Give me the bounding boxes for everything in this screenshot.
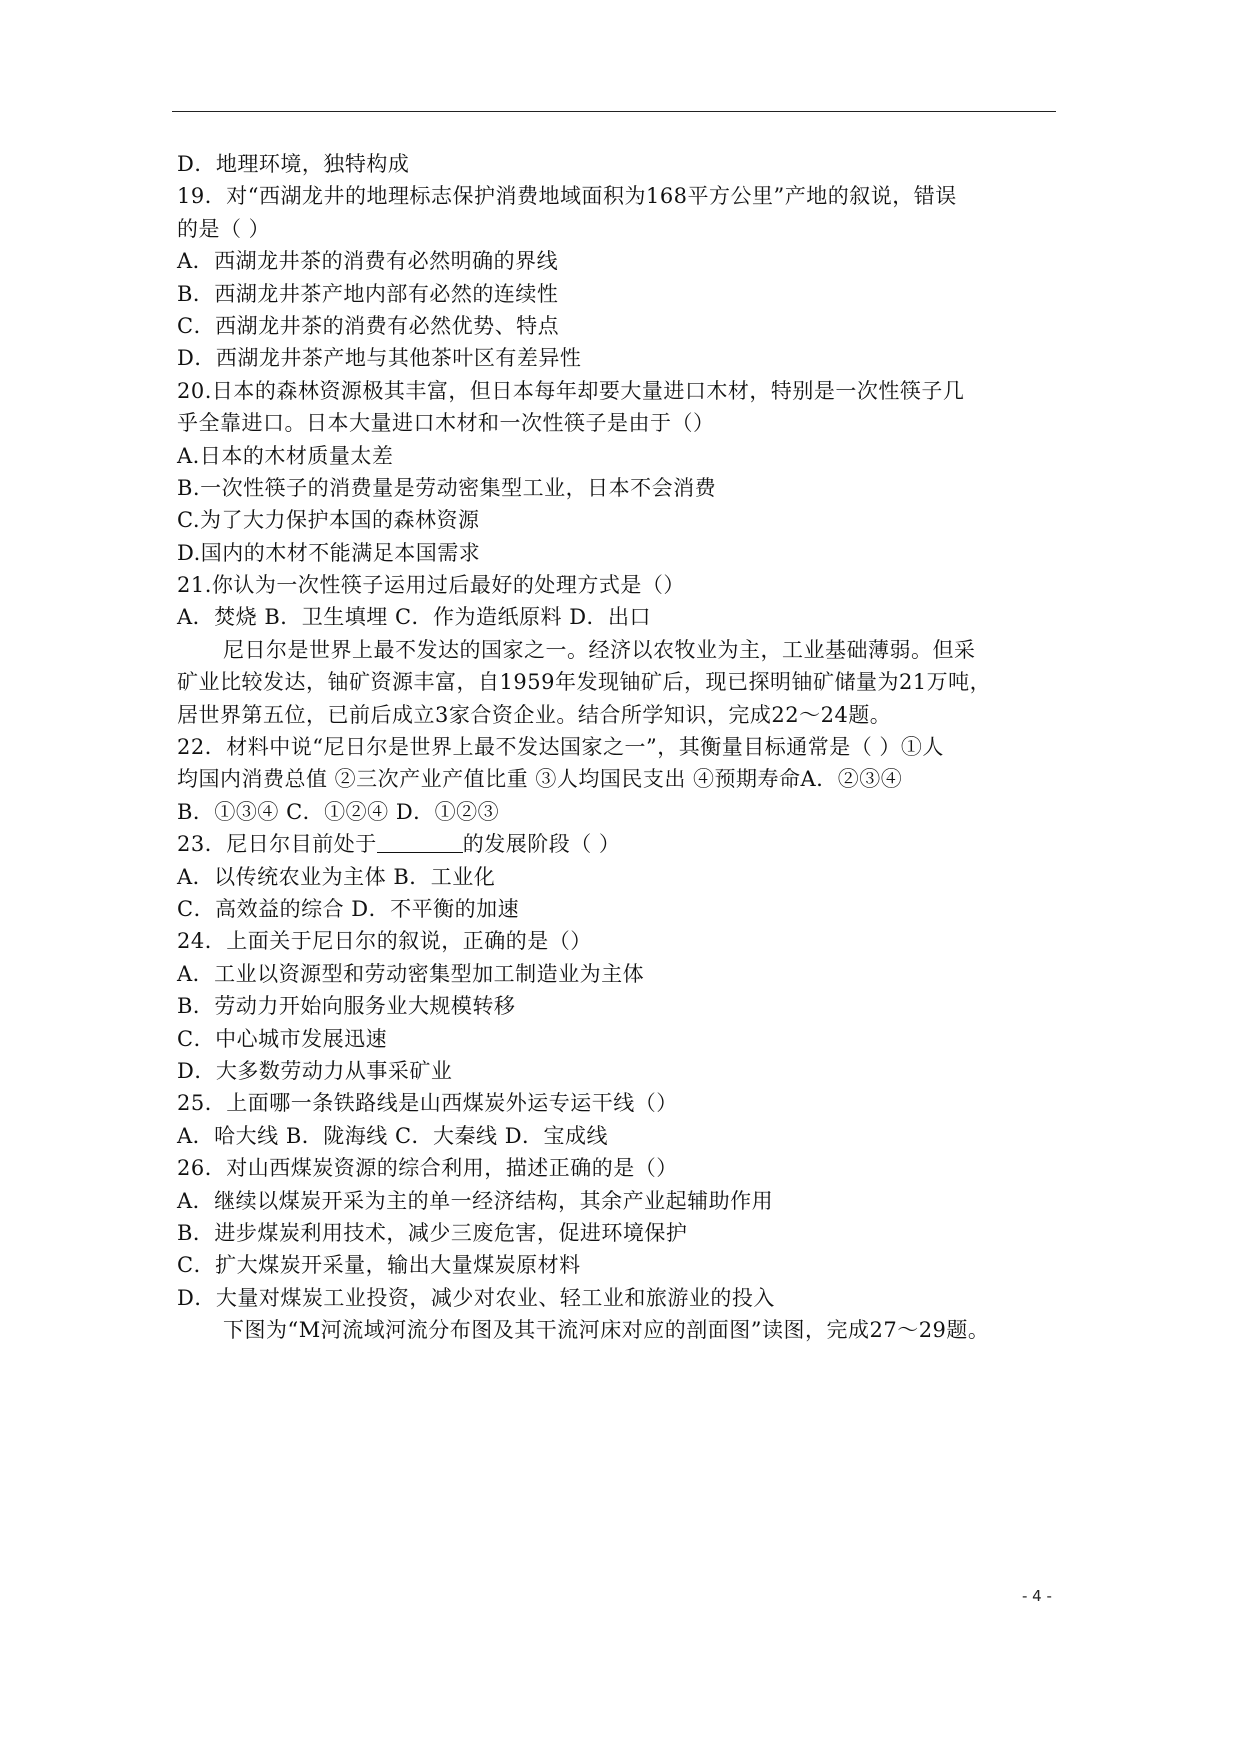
question-25: 25．上面哪一条铁路线是山西煤炭外运专运干线（） — [177, 1091, 678, 1116]
options-line: A．焚烧 B．卫生填埋 C．作为造纸原料 D．出口 — [177, 605, 652, 630]
text-line: D．地理环境，独特构成 — [177, 152, 410, 176]
question-22: 22．材料中说“尼日尔是世界上最不发达国家之一”，其衡量目标通常是（ ）①人 — [177, 735, 944, 760]
passage-paragraph: 尼日尔是世界上最不发达的国家之一。经济以农牧业为主，工业基础薄弱。但采 — [223, 637, 976, 662]
option-b: B.一次性筷子的消费量是劳动密集型工业，日本不会消费 — [177, 475, 717, 500]
question-24: 24．上面关于尼日尔的叙说，正确的是（） — [177, 929, 592, 954]
option-b: B．劳动力开始向服务业大规模转移 — [177, 994, 516, 1019]
option-a: A．西湖龙井茶的消费有必然明确的界线 — [177, 249, 559, 274]
text-line: 乎全靠进口。日本大量进口木材和一次性筷子是由于（） — [177, 411, 715, 436]
option-c: C．中心城市发展迅速 — [177, 1026, 388, 1051]
option-b: B．西湖龙井茶产地内部有必然的连续性 — [177, 281, 559, 306]
option-d: D．大多数劳动力从事采矿业 — [177, 1058, 453, 1083]
option-d: D.国内的木材不能满足本国需求 — [177, 540, 481, 565]
question-19: 19．对“西湖龙井的地理标志保护消费地域面积为168平方公里”产地的叙说，错误 — [177, 184, 957, 209]
document-body — [177, 148, 1097, 1346]
figure-intro: 下图为“M河流域河流分布图及其干流河床对应的剖面图”读图，完成27～29题。 — [223, 1318, 990, 1343]
options-line: A．以传统农业为主体 B．工业化 — [177, 864, 496, 889]
passage-line: 矿业比较发达，铀矿资源丰富，自1959年发现铀矿后，现已探明铀矿储量为21万吨， — [177, 670, 992, 695]
text-line: 的是（ ） — [177, 216, 271, 241]
question-23-stem: 23．尼日尔目前处于 — [177, 832, 377, 857]
header-rule — [172, 111, 1056, 112]
text-line: 均国内消费总值 ②三次产业产值比重 ③人均国民支出 ④预期寿命A．②③④ — [177, 767, 903, 792]
question-21: 21.你认为一次性筷子运用过后最好的处理方式是（） — [177, 573, 685, 598]
option-c: C．扩大煤炭开采量，输出大量煤炭原材料 — [177, 1253, 581, 1278]
page-number: - 4 - — [1022, 1587, 1052, 1605]
option-c: C．西湖龙井茶的消费有必然优势、特点 — [177, 313, 560, 338]
question-20: 20.日本的森林资源极其丰富，但日本每年却要大量进口木材，特别是一次性筷子几 — [177, 378, 965, 403]
option-b: B．进步煤炭利用技术，减少三废危害，促进环境保护 — [177, 1220, 688, 1245]
passage-line: 居世界第五位，已前后成立3家合资企业。结合所学知识，完成22～24题。 — [177, 702, 892, 727]
option-a: A.日本的木材质量太差 — [177, 443, 394, 468]
question-26: 26．对山西煤炭资源的综合利用，描述正确的是（） — [177, 1156, 678, 1181]
option-a: A．工业以资源型和劳动密集型加工制造业为主体 — [177, 961, 645, 986]
option-c: C.为了大力保护本国的森林资源 — [177, 508, 480, 533]
option-d: D．西湖龙井茶产地与其他茶叶区有差异性 — [177, 346, 582, 371]
option-d: D．大量对煤炭工业投资，减少对农业、轻工业和旅游业的投入 — [177, 1285, 775, 1310]
answer-blank — [377, 830, 463, 853]
option-a: A．继续以煤炭开采为主的单一经济结构，其余产业起辅助作用 — [177, 1188, 774, 1213]
question-23-tail: 的发展阶段（ ） — [462, 832, 621, 857]
options-line: A．哈大线 B．陇海线 C．大秦线 D．宝成线 — [177, 1123, 609, 1148]
options-line: C．高效益的综合 D．不平衡的加速 — [177, 896, 520, 921]
question-23 — [177, 828, 1097, 860]
options-line: B．①③④ C．①②④ D．①②③ — [177, 799, 500, 824]
